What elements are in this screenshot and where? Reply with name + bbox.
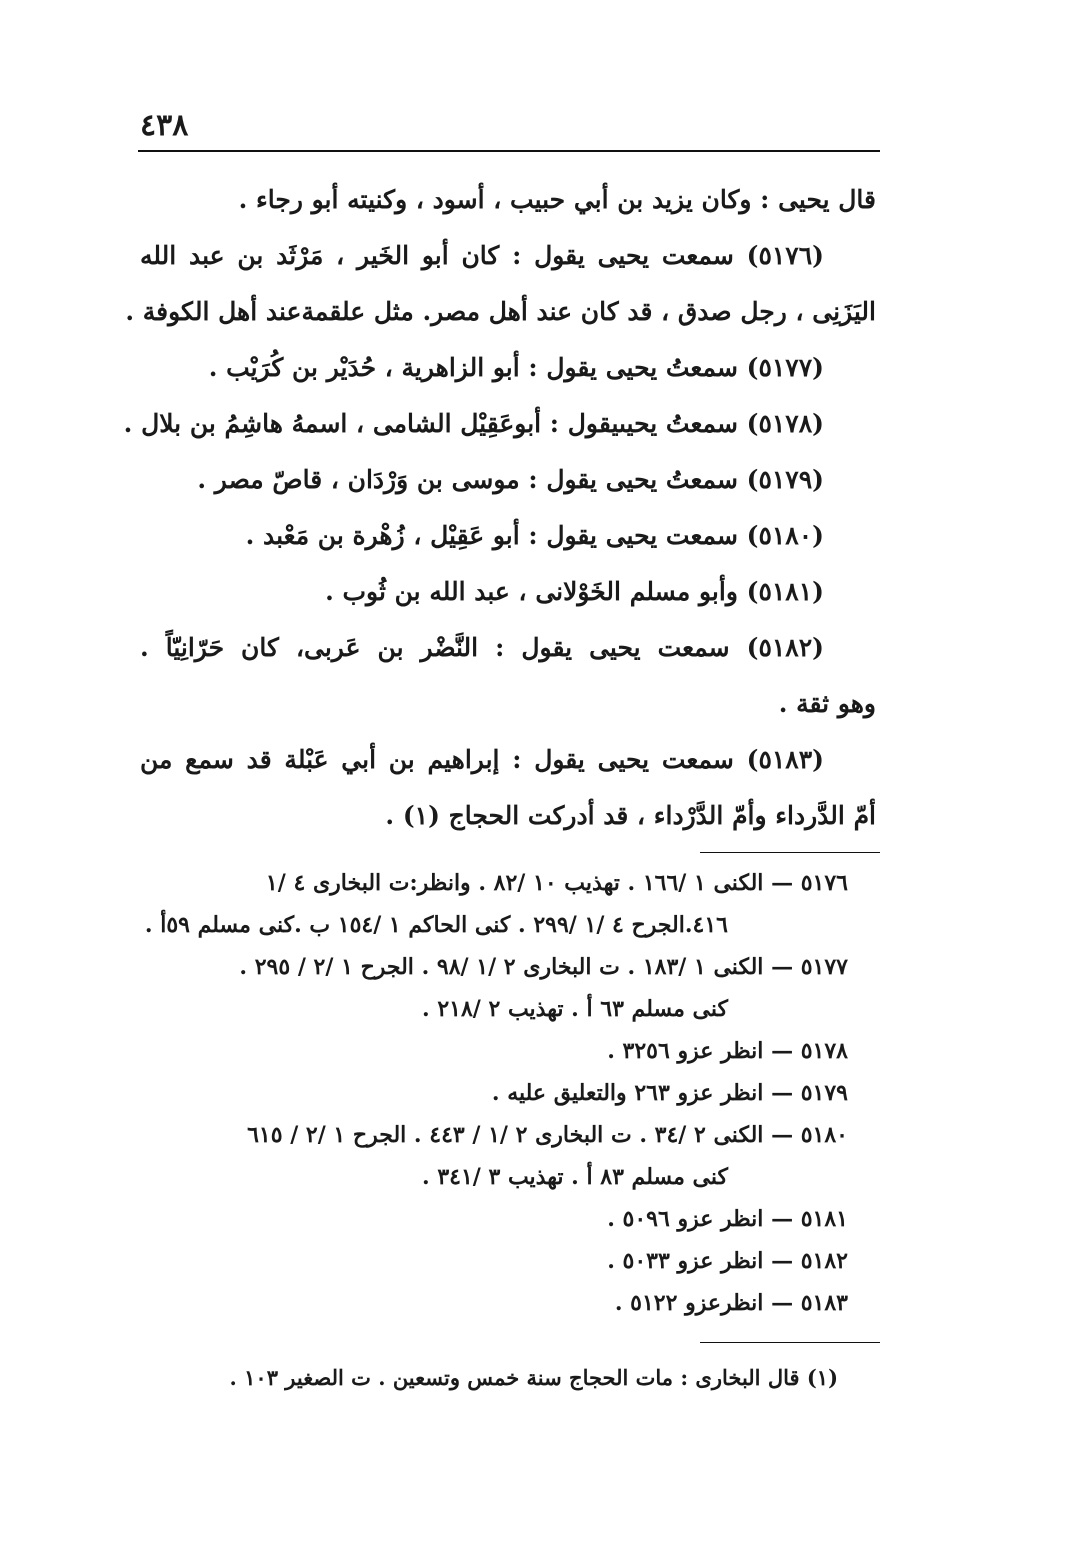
text-line: (٥١٨٢) سمعت يحيى يقول : النَّضْر بن عَربى، كان حَرّانِيّاً . bbox=[140, 633, 824, 662]
text-line: (٥١٨٠) سمعت يحيى يقول : أبو عَقِيْل ، زُهْرة بن مَعْبد . bbox=[245, 521, 824, 550]
reference-line: ٤١٦.الجرح ٤ /١ /٢٩٩ . كنى الحاكم ١ /١٥٤ ب .كنى مسلم ٥٩أ . bbox=[144, 912, 728, 938]
header-rule bbox=[138, 150, 880, 152]
text-line: (٥١٨٣) سمعت يحيى يقول : إبراهيم بن أبي عَبْلة قد سمع من bbox=[140, 745, 824, 774]
text-line: (٥١٧٨) سمعتُ يحيىيقول : أبوعَقِيْل الشامى ، اسمهُ هاشِمُ بن بلال . bbox=[123, 409, 824, 438]
references bbox=[140, 862, 876, 1324]
reference-line: ٥١٧٧ — الكنى ١ /١٨٣ . ت البخارى ٢ /١ /٩٨ . الجرح ١ /٢ / ٢٩٥ . bbox=[239, 954, 848, 980]
text-line: (٥١٨١) وأبو مسلم الخَوْلانى ، عبد الله بن ثُوب . bbox=[325, 577, 824, 606]
text-line: قال يحيى : وكان يزيد بن أبي حبيب ، أسود ، وكنيته أبو رجاء . bbox=[238, 185, 876, 214]
text-line: (٥١٧٩) سمعتُ يحيى يقول : موسى بن وَرْدَان ، قاصّ مصر . bbox=[197, 465, 824, 494]
page-number: ٤٣٨ bbox=[140, 108, 189, 143]
reference-line: كنى مسلم ٦٣ أ . تهذيب ٢ /٢١٨ . bbox=[421, 996, 728, 1022]
text-line: (٥١٧٧) سمعتُ يحيى يقول : أبو الزاهرية ، حُدَيْر بن كُرَيْب . bbox=[208, 353, 824, 382]
reference-line: ٥١٨١ — انظر عزو ٥٠٩٦ . bbox=[607, 1206, 848, 1232]
text-line: (٥١٧٦) سمعت يحيى يقول : كان أبو الخَير ، مَرْثَد بن عبد الله bbox=[140, 241, 824, 270]
main-text bbox=[123, 172, 876, 844]
text-line: وهو ثقة . bbox=[778, 689, 876, 718]
footnote bbox=[140, 1358, 876, 1398]
footnote-rule bbox=[700, 1342, 880, 1343]
reference-line: ٥١٨٣ — انظرعزو ٥١٢٢ . bbox=[614, 1290, 848, 1316]
reference-line: كنى مسلم ٨٣ أ . تهذيب ٣ /٣٤١ . bbox=[421, 1164, 728, 1190]
reference-line: ٥١٧٩ — انظر عزو ٢٦٣ والتعليق عليه . bbox=[491, 1080, 848, 1106]
reference-line: ٥١٨٢ — انظر عزو ٥٠٣٣ . bbox=[607, 1248, 848, 1274]
text-line: اليَزَنِى ، رجل صدق ، قد كان عند أهل مصر. مثل علقمةعند أهل الكوفة . bbox=[125, 297, 876, 326]
footnote-text: (١) قال البخارى : مات الحجاج سنة خمس وتسعين . ت الصغير ١٠٣ . bbox=[229, 1365, 838, 1390]
reference-line: ٥١٨٠ — الكنى ٢ /٣٤ . ت البخارى ٢ /١ / ٤٤٣ . الجرح ١ /٢ / ٦١٥ bbox=[247, 1122, 848, 1148]
reference-line: ٥١٧٨ — انظر عزو ٣٢٥٦ . bbox=[607, 1038, 848, 1064]
references-rule bbox=[700, 852, 880, 853]
reference-line: ٥١٧٦ — الكنى ١ /١٦٦ . تهذيب ١٠ /٨٢ . وانظر:ت البخارى ٤ /١ bbox=[265, 870, 848, 896]
text-line: أمّ الدَّرداء وأمّ الدَّرْداء ، قد أدركت الحجاج (١) . bbox=[385, 801, 876, 830]
